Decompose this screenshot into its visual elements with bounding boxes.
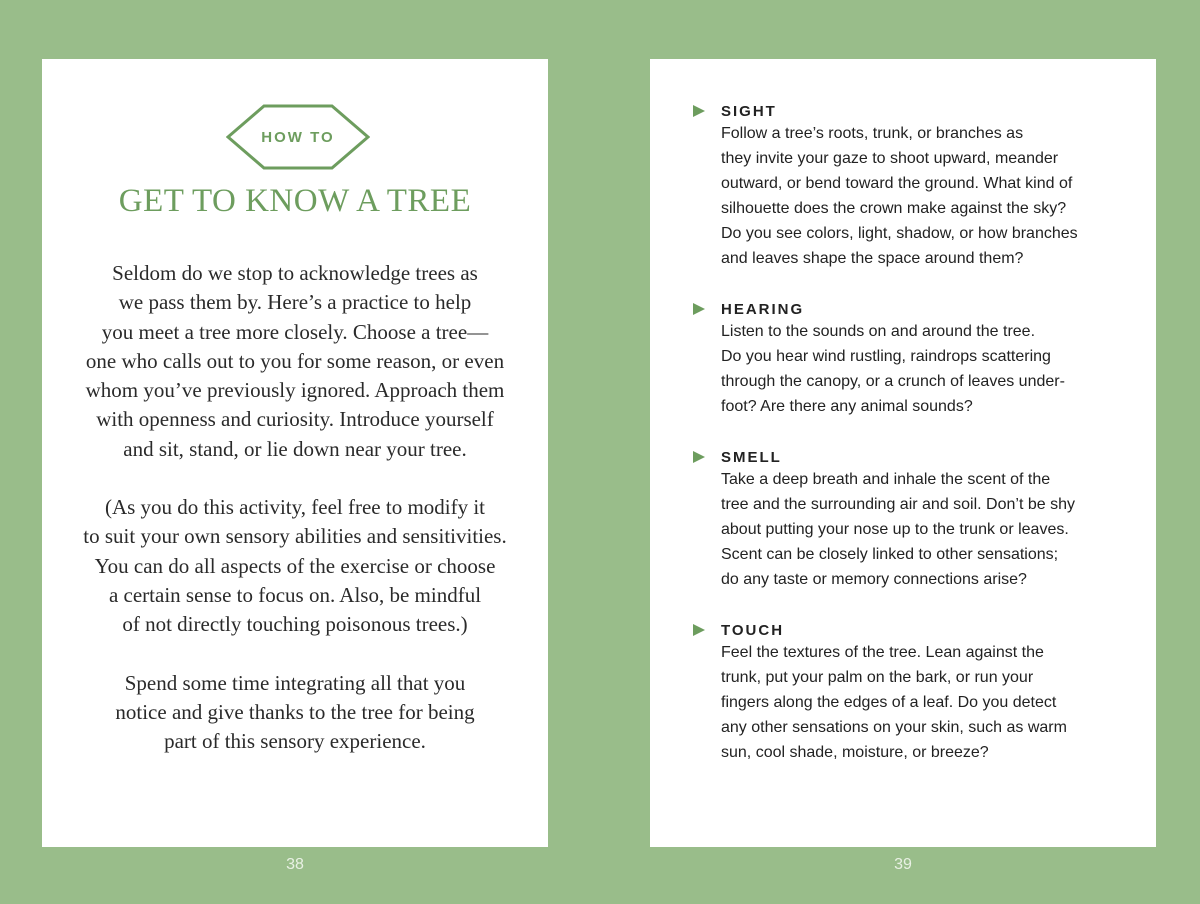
text-line: whom you’ve previously ignored. Approach them xyxy=(85,378,505,403)
right-triangle-bullet-icon xyxy=(693,451,705,463)
right-triangle-bullet-icon xyxy=(693,624,705,636)
right-triangle-bullet-icon xyxy=(693,105,705,117)
sense-body xyxy=(721,319,1141,419)
how-to-badge xyxy=(226,104,370,170)
paragraph-3 xyxy=(42,669,548,757)
text-line: You can do all aspects of the exercise or choose xyxy=(94,553,496,578)
page-number-right: 39 xyxy=(894,856,912,873)
text-line: any other sensations on your skin, such as warm xyxy=(721,719,1067,736)
paragraph-2 xyxy=(42,493,548,639)
right-triangle-bullet-icon xyxy=(693,303,705,315)
text-line: through the canopy, or a crunch of leaves under- xyxy=(721,373,1065,390)
page-number-left: 38 xyxy=(286,856,304,873)
intro-text xyxy=(42,259,548,756)
text-line: foot? Are there any animal sounds? xyxy=(721,398,973,415)
page-title: GET TO KNOW A TREE xyxy=(118,183,472,219)
text-line: sun, cool shade, moisture, or breeze? xyxy=(721,744,989,761)
text-line: outward, or bend toward the ground. What kind of xyxy=(721,175,1073,192)
text-line: of not directly touching poisonous trees.) xyxy=(122,612,468,637)
text-line: Scent can be closely linked to other sensations; xyxy=(721,546,1059,563)
text-line: Follow a tree’s roots, trunk, or branches as xyxy=(721,125,1024,142)
text-line: tree and the surrounding air and soil. Don’t be shy xyxy=(721,496,1075,513)
text-line: do any taste or memory connections arise? xyxy=(721,571,1027,588)
text-line: Do you see colors, light, shadow, or how branches xyxy=(721,225,1078,242)
text-line: about putting your nose up to the trunk or leaves. xyxy=(721,521,1069,538)
paragraph-1 xyxy=(42,259,548,464)
text-line: Feel the textures of the tree. Lean against the xyxy=(721,644,1044,661)
paragraph-gap xyxy=(42,640,548,669)
text-line: Listen to the sounds on and around the tree. xyxy=(721,323,1036,340)
sense-heading: TOUCH xyxy=(721,622,785,639)
text-line: notice and give thanks to the tree for being xyxy=(115,699,475,724)
sense-heading: SIGHT xyxy=(721,103,777,120)
text-line: silhouette does the crown make against the sky? xyxy=(721,200,1067,217)
text-line: we pass them by. Here’s a practice to help xyxy=(118,290,472,315)
left-page xyxy=(42,59,548,847)
text-line: one who calls out to you for some reason, or even xyxy=(85,348,505,373)
text-line: Do you hear wind rustling, raindrops scattering xyxy=(721,348,1051,365)
text-line: they invite your gaze to shoot upward, meander xyxy=(721,150,1059,167)
sense-body xyxy=(721,121,1141,271)
text-line: Seldom do we stop to acknowledge trees as xyxy=(112,261,478,285)
sense-heading: HEARING xyxy=(721,301,805,318)
text-line: to suit your own sensory abilities and sensitivities. xyxy=(83,524,507,549)
sense-body xyxy=(721,467,1141,592)
text-line: a certain sense to focus on. Also, be mindful xyxy=(108,582,482,607)
right-page xyxy=(650,59,1156,847)
text-line: (As you do this activity, feel free to modify it xyxy=(104,495,486,520)
text-line: Take a deep breath and inhale the scent of the xyxy=(721,471,1051,488)
text-line: trunk, put your palm on the bark, or run your xyxy=(721,669,1034,686)
paragraph-gap xyxy=(42,464,548,493)
text-line: and sit, stand, or lie down near your tree. xyxy=(123,436,467,461)
text-line: with openness and curiosity. Introduce yourself xyxy=(96,407,494,432)
text-line: and leaves shape the space around them? xyxy=(721,250,1024,267)
sense-body xyxy=(721,640,1141,765)
text-line: part of this sensory experience. xyxy=(164,729,426,754)
text-line: Spend some time integrating all that you xyxy=(124,670,466,695)
text-line: you meet a tree more closely. Choose a tree— xyxy=(101,319,489,344)
text-line: fingers along the edges of a leaf. Do you detect xyxy=(721,694,1057,711)
badge-label: HOW TO xyxy=(261,128,335,146)
sense-heading: SMELL xyxy=(721,449,782,466)
